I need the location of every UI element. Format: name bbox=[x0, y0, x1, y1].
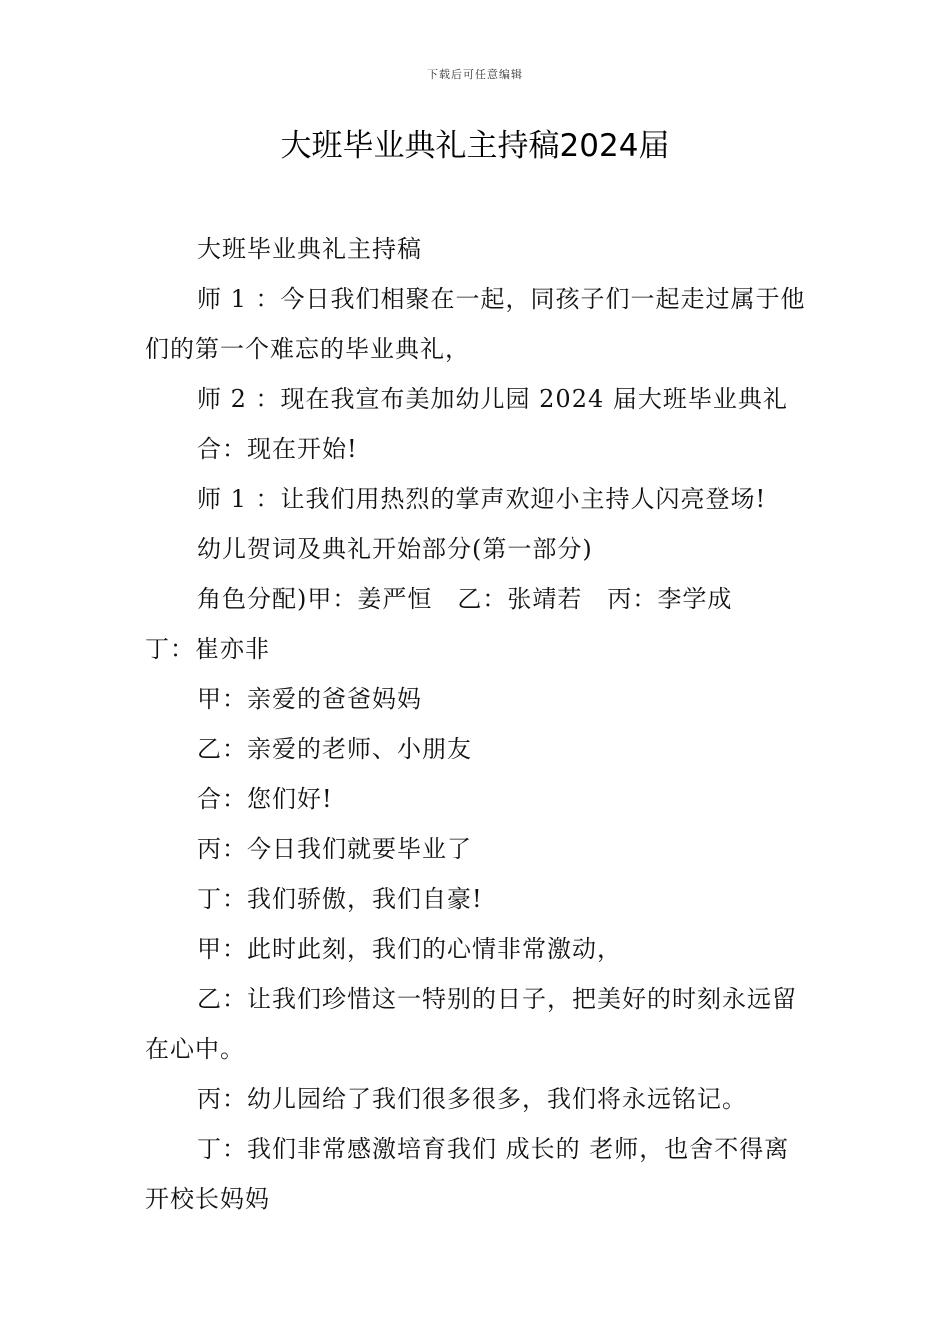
paragraph: 师 1 ：让我们用热烈的掌声欢迎小主持人闪亮登场! bbox=[197, 485, 767, 513]
document-title: 大班毕业典礼主持稿2024届 bbox=[280, 128, 670, 164]
paragraph: 甲：亲爱的爸爸妈妈 bbox=[197, 685, 422, 713]
paragraph: 丙：幼儿园给了我们很多很多，我们将永远铭记。 bbox=[197, 1085, 747, 1113]
header-note: 下载后可任意编辑 bbox=[427, 68, 523, 81]
paragraph-section-heading: 幼儿贺词及典礼开始部分(第一部分) bbox=[197, 535, 593, 563]
paragraph: 乙：亲爱的老师、小朋友 bbox=[197, 735, 472, 763]
paragraph: 丁：我们非常感激培育我们 成长的 老师，也舍不得离开校长妈妈 bbox=[145, 1135, 790, 1213]
paragraph: 甲：此时此刻，我们的心情非常激动， bbox=[197, 935, 622, 963]
paragraph: 合：现在开始! bbox=[197, 435, 358, 463]
paragraph: 合：您们好! bbox=[197, 785, 333, 813]
paragraph: 乙：让我们珍惜这一特别的日子，把美好的时刻永远留在心中。 bbox=[145, 985, 797, 1063]
paragraph: 师 2 ：现在我宣布美加幼儿园 2024 届大班毕业典礼 bbox=[197, 385, 788, 413]
paragraph: 丙：今日我们就要毕业了 bbox=[197, 835, 472, 863]
paragraph: 丁：我们骄傲，我们自豪! bbox=[197, 885, 483, 913]
document-body bbox=[145, 224, 807, 1224]
paragraph-subtitle: 大班毕业典礼主持稿 bbox=[197, 235, 422, 263]
paragraph-roles: 角色分配)甲：姜严恒 乙：张靖若 丙：李学成 丁：崔亦非 bbox=[145, 585, 758, 663]
paragraph: 师 1 ：今日我们相聚在一起，同孩子们一起走过属于他们的第一个难忘的毕业典礼， bbox=[145, 285, 806, 363]
